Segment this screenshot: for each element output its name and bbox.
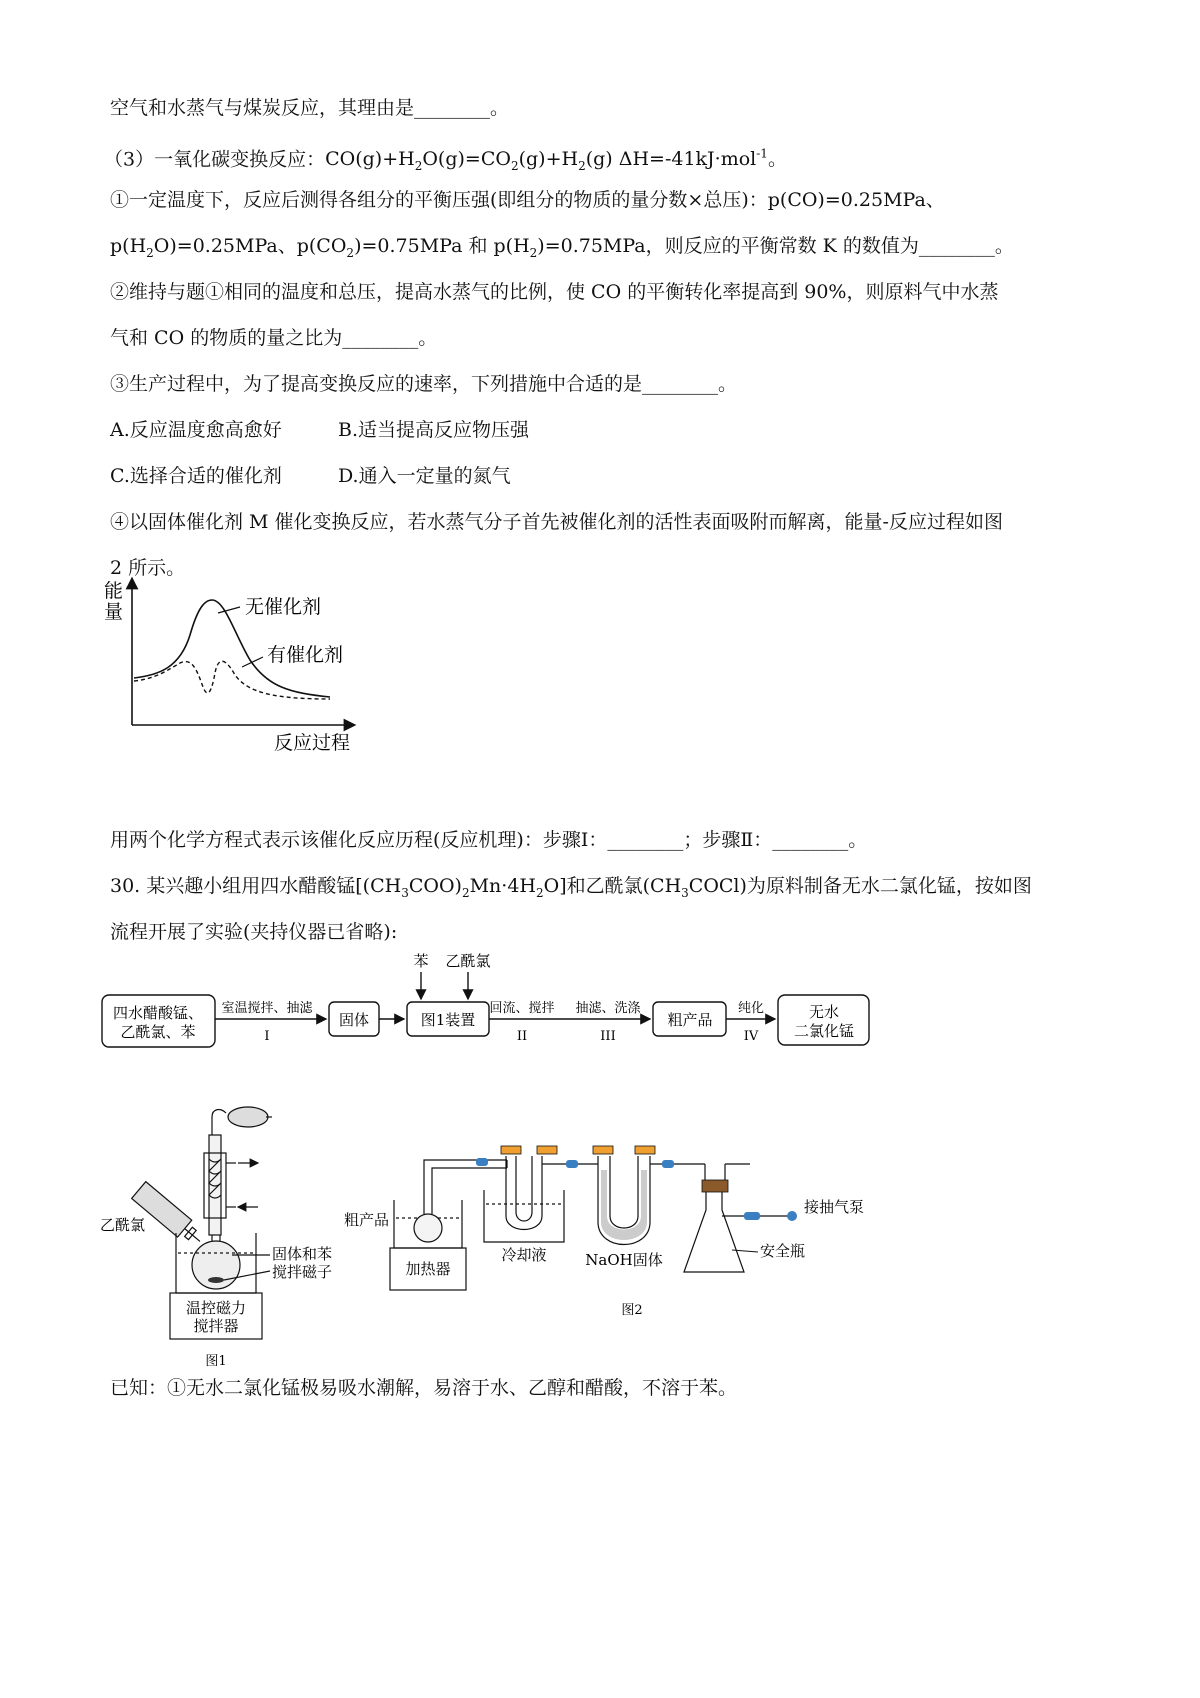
fig1-stir-bar: 搅拌磁子 xyxy=(272,1263,333,1281)
box-start-2: 乙酰氯、苯 xyxy=(120,1023,196,1041)
step3-label: 抽滤、洗涤 xyxy=(575,1001,641,1016)
fig2-crude: 粗产品 xyxy=(344,1211,390,1229)
flow-chart xyxy=(100,950,900,1060)
box-fig1: 图1装置 xyxy=(420,1011,476,1029)
fig1-stirrer-1: 温控磁力 xyxy=(185,1299,247,1317)
step2-num: II xyxy=(516,1029,528,1044)
x-label: 反应过程 xyxy=(274,732,351,754)
fig1-solid-benzene: 固体和苯 xyxy=(272,1245,333,1263)
option-d: D.通入一定量的氮气 xyxy=(338,465,511,487)
energy-diagram xyxy=(100,575,390,775)
cat-leader xyxy=(242,657,263,667)
text-line: 气和 CO 的物质的量之比为________。 xyxy=(110,327,438,349)
box-solid: 固体 xyxy=(338,1011,370,1029)
fig1-caption: 图1 xyxy=(205,1354,227,1369)
fig2-coolant: 冷却液 xyxy=(501,1246,547,1264)
option-a: A.反应温度愈高愈好 xyxy=(110,419,282,441)
text-line: 用两个化学方程式表示该催化反应历程(反应机理)：步骤Ⅰ：________；步骤Ⅱ：________。 xyxy=(110,829,868,851)
text-line: 流程开展了实验(夹持仪器已省略): xyxy=(110,921,398,943)
box-final-2: 二氯化锰 xyxy=(793,1022,855,1040)
fig2-pump: 接抽气泵 xyxy=(804,1198,865,1216)
option-c: C.选择合适的催化剂 xyxy=(110,465,282,487)
fig2-heater: 加热器 xyxy=(405,1260,451,1278)
y-label-2: 量 xyxy=(104,601,124,623)
text-line: $p(H_2O)=0.25MPa$、$p(CO_2)=0.75MPa$ 和 $p(H_2)=0.75MPa$，则反应的平衡常数 K 的数值为________。 xyxy=(110,235,1014,260)
input-benzene: 苯 xyxy=(413,952,429,970)
stir-bar xyxy=(208,1277,224,1283)
step4-num: IV xyxy=(743,1029,759,1044)
uncat-label: 无催化剂 xyxy=(245,596,322,618)
q3-equation: $CO(g)+H_2O(g)=CO_2(g)+H_2(g)$ ΔH=-41kJ·mol$^{-1}$。 xyxy=(325,147,787,174)
text-line: 已知：①无水二氯化锰极易吸水潮解，易溶于水、乙醇和醋酸，不溶于苯。 xyxy=(110,1377,738,1399)
text-line: 30. 某兴趣小组用四水醋酸锰$[(CH_3COO)_2Mn\cdot 4H_2O]$和乙酰氯$(CH_3COCl)$为原料制备无水二氯化锰，按如图 xyxy=(110,875,1032,900)
step2-label: 回流、搅拌 xyxy=(489,1001,555,1016)
fig2-safety: 安全瓶 xyxy=(760,1242,806,1260)
step1-num: I xyxy=(264,1029,270,1044)
figure-2-apparatus xyxy=(344,1130,940,1345)
fig2-naoh: NaOH固体 xyxy=(585,1251,663,1269)
box-start-1: 四水醋酸锰、 xyxy=(112,1004,204,1022)
fig2-caption: 图2 xyxy=(621,1303,643,1318)
cat-label: 有催化剂 xyxy=(267,644,344,666)
figure-1-apparatus xyxy=(100,1095,360,1370)
text-line: ③生产过程中，为了提高变换反应的速率，下列措施中合适的是________。 xyxy=(110,373,738,395)
box-crude: 粗产品 xyxy=(667,1011,713,1029)
text-line: ②维持与题①相同的温度和总压，提高水蒸气的比例，使 CO 的平衡转化率提高到 90%，则原料气中水蒸 xyxy=(110,281,999,303)
uncat-leader xyxy=(218,607,240,613)
step3-num: III xyxy=(600,1029,616,1044)
q3-line xyxy=(104,142,787,178)
y-label-1: 能 xyxy=(104,580,124,602)
box-final-1: 无水 xyxy=(808,1003,840,1021)
text-line: ④以固体催化剂 M 催化变换反应，若水蒸气分子首先被催化剂的活性表面吸附而解离，能量-反应过程如图 xyxy=(110,511,1003,533)
step4-label: 纯化 xyxy=(737,1001,765,1016)
fig1-stirrer-2: 搅拌器 xyxy=(193,1317,239,1335)
text-line: 2 所示。 xyxy=(110,557,186,579)
fig1-acetyl: 乙酰氯 xyxy=(100,1216,146,1234)
option-b: B.适当提高反应物压强 xyxy=(338,419,530,441)
text-line: 空气和水蒸气与煤炭反应，其理由是________。 xyxy=(110,97,510,119)
q3-prefix: （3）一氧化碳变换反应： xyxy=(104,148,326,171)
input-acetyl: 乙酰氯 xyxy=(445,952,491,970)
safety-leader xyxy=(732,1250,758,1252)
step1-label: 室温搅拌、抽滤 xyxy=(221,1001,313,1016)
text-line: ①一定温度下，反应后测得各组分的平衡压强(即组分的物质的量分数×总压)：p(CO)=0.25MPa、 xyxy=(110,189,945,211)
